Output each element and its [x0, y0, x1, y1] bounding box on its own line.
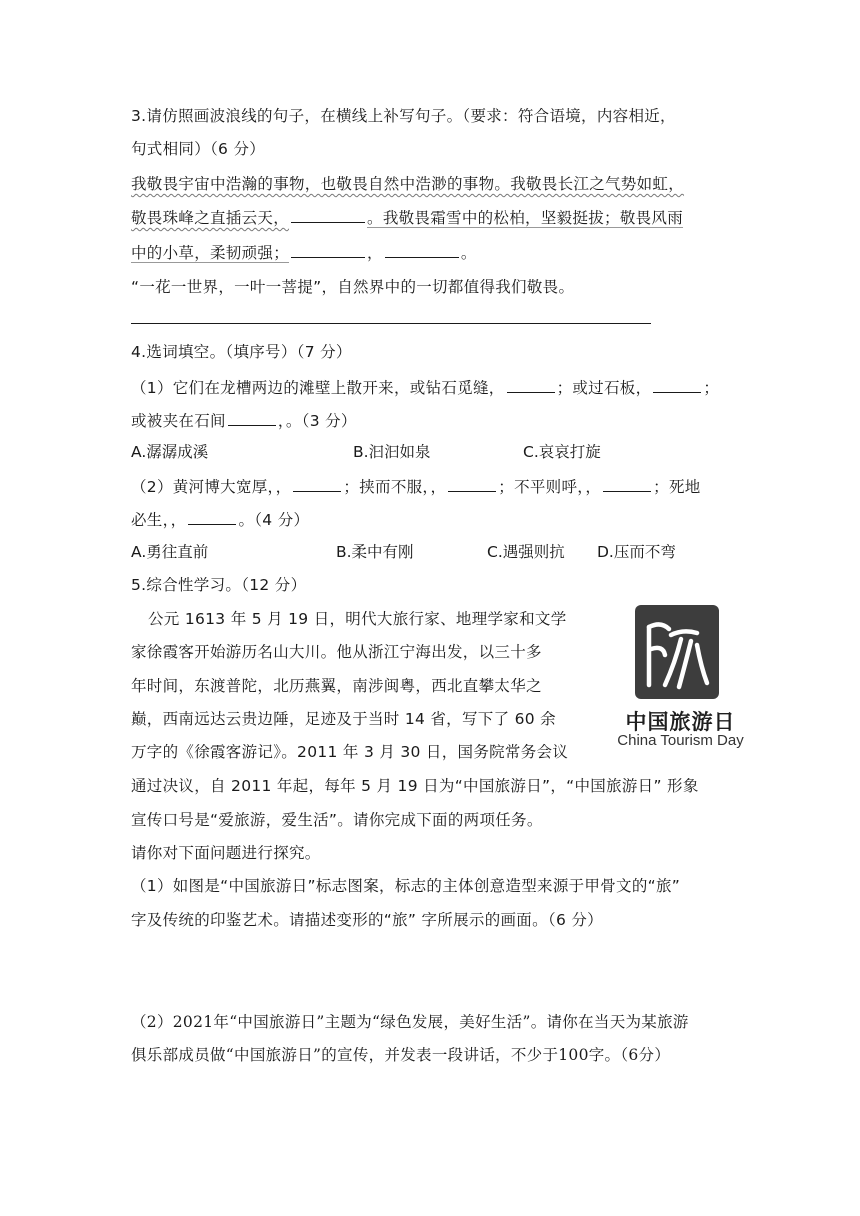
q4-title: 4.选词填空。（填序号）（7 分） — [131, 343, 352, 361]
q4-p1-line2 — [131, 410, 357, 431]
seal-glyph — [635, 605, 719, 699]
q4-opt2-b: B.柔中有刚 — [336, 543, 414, 561]
q4-p2-text-b: ；挟而不服，， — [343, 478, 447, 496]
q4-p2-line1 — [131, 476, 701, 497]
logo-chinese-text: 中国旅游日 — [625, 710, 736, 734]
q5-sub2-line1: （2）2021年“中国旅游日”主题为“绿色发展，美好生活”。请你在当天为某旅游 — [131, 1013, 689, 1031]
q4-opt1-c: C.哀哀打旋 — [523, 443, 601, 461]
q4-p2-text-c: ；不平则呼，， — [498, 478, 602, 496]
q3-wavy-line1: 我敬畏宇宙中浩瀚的事物，也敬畏自然中浩渺的事物。我敬畏长江之气势如虹， — [131, 175, 685, 193]
q3-line5-head: 中的小草，柔韧顽强； — [131, 244, 290, 262]
q4-p2-line2 — [131, 509, 309, 530]
q3-line4 — [131, 207, 683, 228]
q4-opt2-d: D.压而不弯 — [597, 543, 676, 561]
q3-blank-1[interactable] — [291, 207, 365, 223]
q4-p1-text-a: （1）它们在龙槽两边的滩壁上散开来，或钻石觅缝， — [131, 379, 505, 397]
q4-blank-6[interactable] — [603, 476, 651, 492]
q3-blank-2[interactable] — [291, 242, 365, 258]
q4-blank-3[interactable] — [228, 410, 276, 426]
q4-opt1-a: A.潺潺成溪 — [131, 443, 209, 461]
q3-period: 。 — [460, 244, 477, 262]
q4-blank-4[interactable] — [293, 476, 341, 492]
q3-answer-line[interactable] — [131, 323, 651, 324]
q5-sub2-line2: 俱乐部成员做“中国旅游日”的宣传，并发表一段讲话，不少于100字。（6分） — [131, 1046, 671, 1064]
q4-p2-text-f: 。（4 分） — [238, 511, 310, 529]
stylized-lv-seal-icon — [635, 605, 719, 699]
q4-blank-5[interactable] — [448, 476, 496, 492]
q5-sub1-line2: 字及传统的印鉴艺术。请描述变形的“旅” 字所展示的画面。（6 分） — [131, 911, 603, 929]
q5-para-line5: 万字的《徐霞客游记》。2011 年 3 月 30 日，国务院常务会议 — [131, 743, 569, 761]
q3-comma: ， — [367, 244, 383, 262]
q4-opt2-c: C.遇强则抗 — [487, 543, 565, 561]
q4-opt1-b: B.汩汩如泉 — [353, 443, 431, 461]
q4-opt2-a: A.勇往直前 — [131, 543, 209, 561]
q5-title: 5.综合性学习。（12 分） — [131, 576, 307, 594]
q4-p1-text-c: ； — [703, 379, 720, 397]
q5-para-line1: 公元 1613 年 5 月 19 日，明代大旅行家、地理学家和文学 — [148, 610, 567, 628]
china-tourism-day-logo — [603, 597, 758, 757]
q5-sub1-line1: （1）如图是“中国旅游日”标志图案，标志的主体创意造型来源于甲骨文的“旅” — [131, 877, 681, 895]
q4-p1-line1 — [131, 377, 719, 398]
q5-para-line2: 家徐霞客开始游历名山大川。他从浙江宁海出发，以三十多 — [131, 643, 542, 661]
q3-wavy-line2: 敬畏珠峰之直插云天， — [131, 209, 290, 227]
logo-english-text: China Tourism Day — [617, 732, 744, 749]
q3-line6: “一花一世界，一叶一菩提”，自然界中的一切都值得我们敬畏。 — [131, 278, 575, 296]
q3-line2: 句式相同）（6 分） — [131, 140, 266, 158]
q4-p1-text-e: ，。（3 分） — [277, 412, 357, 430]
q5-para-line3: 年时间，东渡普陀，北历燕翼，南涉闽粤，西北直攀太华之 — [131, 677, 542, 695]
q5-para-line7: 宣传口号是“爱旅游，爱生活”。请你完成下面的两项任务。 — [131, 811, 543, 829]
q3-blank-3[interactable] — [385, 242, 459, 258]
q4-p1-text-d: 或被夹在石间 — [131, 412, 226, 430]
q4-blank-7[interactable] — [188, 509, 236, 525]
q4-blank-1[interactable] — [507, 377, 555, 393]
q3-line4-tail: 。我敬畏霜雪中的松柏，坚毅挺拔；敬畏风雨 — [367, 209, 684, 227]
q5-para-line6: 通过决议，自 2011 年起，每年 5 月 19 日为“中国旅游日”，“中国旅游日” 形象 — [131, 777, 699, 795]
q4-p2-text-a: （2）黄河博大宽厚，， — [131, 478, 292, 496]
q5-para-line4: 巅，西南远达云贵边陲，足迹及于当时 14 省，写下了 60 余 — [131, 710, 556, 728]
q4-blank-2[interactable] — [653, 377, 701, 393]
q4-p2-text-e: 必生，， — [131, 511, 187, 529]
q4-p2-text-d: ；死地 — [653, 478, 701, 496]
q4-p1-text-b: ；或过石板， — [556, 379, 652, 397]
q3-line1: 3.请仿照画波浪线的句子，在横线上补写句子。（要求：符合语境，内容相近， — [131, 107, 676, 125]
q3-line5 — [131, 242, 477, 263]
q5-para-line8: 请你对下面问题进行探究。 — [131, 844, 321, 862]
